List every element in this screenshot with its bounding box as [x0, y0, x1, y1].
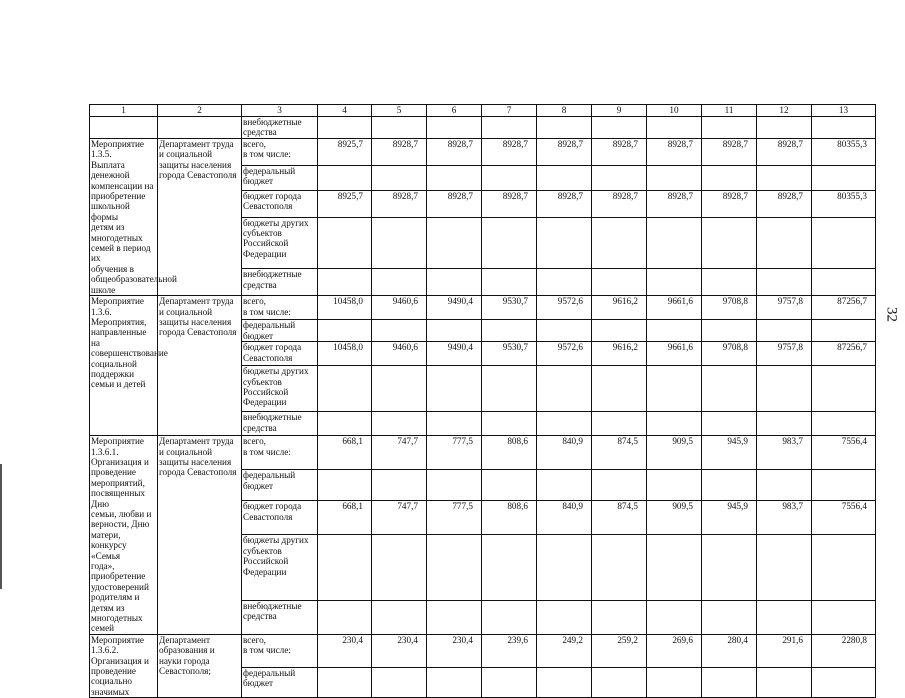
- value-cell: 668,1: [318, 501, 372, 535]
- value-cell: [812, 470, 876, 501]
- value-cell: [757, 366, 812, 412]
- value-cell: 808,6: [482, 501, 537, 535]
- value-cell: 239,6: [482, 634, 537, 667]
- value-cell: [537, 117, 592, 139]
- value-cell: [702, 217, 757, 269]
- value-cell: 777,5: [427, 501, 482, 535]
- funding-source-cell: бюджет города Севастополя: [242, 342, 318, 366]
- column-header: 3: [242, 105, 318, 117]
- value-cell: [702, 412, 757, 436]
- value-cell: 983,7: [757, 436, 812, 470]
- value-cell: 8928,7: [647, 190, 702, 217]
- value-cell: [812, 600, 876, 634]
- value-cell: [812, 412, 876, 436]
- value-cell: 8928,7: [592, 190, 647, 217]
- value-cell: [482, 165, 537, 190]
- value-cell: [427, 667, 482, 697]
- value-cell: [812, 269, 876, 296]
- value-cell: 8925,7: [318, 139, 372, 166]
- funding-source-cell: бюджеты других субъектов Российской Федерации: [242, 535, 318, 600]
- value-cell: 909,5: [647, 436, 702, 470]
- value-cell: [482, 217, 537, 269]
- value-cell: [537, 412, 592, 436]
- value-cell: 8928,7: [482, 139, 537, 166]
- value-cell: [812, 117, 876, 139]
- column-header: 1: [90, 105, 158, 117]
- value-cell: [427, 600, 482, 634]
- value-cell: [702, 269, 757, 296]
- value-cell: 747,7: [372, 501, 427, 535]
- value-cell: [427, 412, 482, 436]
- column-header: 2: [158, 105, 242, 117]
- value-cell: [757, 470, 812, 501]
- value-cell: [592, 366, 647, 412]
- value-cell: [482, 412, 537, 436]
- value-cell: 9708,8: [702, 342, 757, 366]
- value-cell: 9490,4: [427, 296, 482, 320]
- value-cell: 9661,6: [647, 342, 702, 366]
- executor-cell: Департамент труда и социальной защиты населения города Севастополя: [158, 139, 242, 296]
- value-cell: 945,9: [702, 501, 757, 535]
- event-cell: Мероприятие 1.3.6.2. Организация и проведение социально значимых: [90, 634, 158, 697]
- value-cell: [427, 366, 482, 412]
- value-cell: [592, 117, 647, 139]
- value-cell: [372, 269, 427, 296]
- value-cell: 230,4: [318, 634, 372, 667]
- funding-source-cell: всего, в том числе:: [242, 139, 318, 166]
- column-header: 7: [482, 105, 537, 117]
- value-cell: [647, 600, 702, 634]
- value-cell: [647, 667, 702, 697]
- page-number: 32: [883, 307, 900, 322]
- value-cell: 9616,2: [592, 296, 647, 320]
- executor-cell: [158, 117, 242, 139]
- funding-source-cell: федеральный бюджет: [242, 165, 318, 190]
- value-cell: 840,9: [537, 501, 592, 535]
- value-cell: 87256,7: [812, 296, 876, 320]
- funding-source-cell: федеральный бюджет: [242, 470, 318, 501]
- value-cell: 777,5: [427, 436, 482, 470]
- value-cell: [702, 535, 757, 600]
- value-cell: 983,7: [757, 501, 812, 535]
- table-row: [90, 296, 876, 320]
- column-header: 10: [647, 105, 702, 117]
- value-cell: [482, 117, 537, 139]
- value-cell: [757, 117, 812, 139]
- value-cell: [318, 366, 372, 412]
- value-cell: [372, 217, 427, 269]
- value-cell: [812, 366, 876, 412]
- value-cell: 7556,4: [812, 436, 876, 470]
- funding-source-cell: бюджеты других субъектов Российской Федерации: [242, 217, 318, 269]
- value-cell: [318, 165, 372, 190]
- value-cell: 9572,6: [537, 342, 592, 366]
- value-cell: [318, 217, 372, 269]
- value-cell: 230,4: [372, 634, 427, 667]
- value-cell: [427, 470, 482, 501]
- value-cell: [702, 165, 757, 190]
- funding-source-cell: федеральный бюджет: [242, 667, 318, 697]
- value-cell: [757, 535, 812, 600]
- value-cell: [812, 667, 876, 697]
- value-cell: 9530,7: [482, 342, 537, 366]
- value-cell: [647, 269, 702, 296]
- value-cell: 8928,7: [537, 190, 592, 217]
- value-cell: 80355,3: [812, 190, 876, 217]
- value-cell: [482, 535, 537, 600]
- value-cell: 8928,7: [372, 190, 427, 217]
- value-cell: [757, 412, 812, 436]
- value-cell: [482, 667, 537, 697]
- value-cell: [372, 117, 427, 139]
- value-cell: [372, 667, 427, 697]
- value-cell: [647, 217, 702, 269]
- value-cell: [592, 535, 647, 600]
- value-cell: [812, 217, 876, 269]
- funding-source-cell: бюджеты других субъектов Российской Федерации: [242, 366, 318, 412]
- value-cell: [647, 412, 702, 436]
- value-cell: [427, 320, 482, 342]
- column-header: 8: [537, 105, 592, 117]
- value-cell: [427, 117, 482, 139]
- value-cell: [592, 320, 647, 342]
- funding-source-cell: бюджет города Севастополя: [242, 501, 318, 535]
- value-cell: [702, 600, 757, 634]
- value-cell: [812, 535, 876, 600]
- value-cell: 9460,6: [372, 296, 427, 320]
- value-cell: 10458,0: [318, 296, 372, 320]
- value-cell: [318, 320, 372, 342]
- value-cell: [702, 117, 757, 139]
- value-cell: [482, 320, 537, 342]
- value-cell: 808,6: [482, 436, 537, 470]
- value-cell: [647, 535, 702, 600]
- value-cell: [427, 165, 482, 190]
- value-cell: [702, 470, 757, 501]
- value-cell: [318, 535, 372, 600]
- column-header: 12: [757, 105, 812, 117]
- value-cell: [372, 320, 427, 342]
- value-cell: [757, 667, 812, 697]
- value-cell: [702, 366, 757, 412]
- executor-cell: Департамент труда и социальной защиты населения города Севастополя: [158, 296, 242, 436]
- funding-source-cell: внебюджетные средства: [242, 412, 318, 436]
- value-cell: [537, 600, 592, 634]
- budget-table: [89, 104, 876, 698]
- value-cell: [592, 217, 647, 269]
- funding-source-cell: внебюджетные средства: [242, 600, 318, 634]
- value-cell: [427, 269, 482, 296]
- value-cell: [372, 366, 427, 412]
- funding-source-cell: внебюджетные средства: [242, 117, 318, 139]
- value-cell: [757, 600, 812, 634]
- value-cell: [537, 217, 592, 269]
- value-cell: [702, 320, 757, 342]
- value-cell: 8928,7: [757, 190, 812, 217]
- value-cell: 8928,7: [757, 139, 812, 166]
- value-cell: 945,9: [702, 436, 757, 470]
- column-header: 11: [702, 105, 757, 117]
- value-cell: 8928,7: [647, 139, 702, 166]
- value-cell: [647, 470, 702, 501]
- value-cell: 291,6: [757, 634, 812, 667]
- value-cell: [537, 470, 592, 501]
- value-cell: 8928,7: [372, 139, 427, 166]
- value-cell: 874,5: [592, 436, 647, 470]
- value-cell: 747,7: [372, 436, 427, 470]
- value-cell: [757, 269, 812, 296]
- value-cell: 259,2: [592, 634, 647, 667]
- value-cell: 874,5: [592, 501, 647, 535]
- value-cell: [372, 600, 427, 634]
- value-cell: [318, 117, 372, 139]
- value-cell: [812, 320, 876, 342]
- value-cell: 8928,7: [702, 139, 757, 166]
- value-cell: 9757,8: [757, 296, 812, 320]
- value-cell: 9572,6: [537, 296, 592, 320]
- funding-source-cell: всего, в том числе:: [242, 436, 318, 470]
- value-cell: 9616,2: [592, 342, 647, 366]
- value-cell: [318, 600, 372, 634]
- column-header: 5: [372, 105, 427, 117]
- value-cell: [647, 165, 702, 190]
- value-cell: [318, 470, 372, 501]
- scan-edge-mark: [0, 464, 2, 589]
- value-cell: 10458,0: [318, 342, 372, 366]
- table-row: [90, 634, 876, 667]
- executor-cell: Департамент образования и науки города Севастополя;: [158, 634, 242, 697]
- value-cell: 9661,6: [647, 296, 702, 320]
- value-cell: 230,4: [427, 634, 482, 667]
- value-cell: [592, 600, 647, 634]
- value-cell: [702, 667, 757, 697]
- value-cell: [592, 412, 647, 436]
- value-cell: [592, 165, 647, 190]
- executor-cell: Департамент труда и социальной защиты населения города Севастополя: [158, 436, 242, 635]
- value-cell: [537, 366, 592, 412]
- value-cell: [318, 269, 372, 296]
- value-cell: [372, 165, 427, 190]
- value-cell: 87256,7: [812, 342, 876, 366]
- value-cell: [482, 366, 537, 412]
- value-cell: 909,5: [647, 501, 702, 535]
- value-cell: [757, 217, 812, 269]
- column-header: 6: [427, 105, 482, 117]
- funding-source-cell: всего, в том числе:: [242, 634, 318, 667]
- value-cell: [318, 412, 372, 436]
- column-header: 13: [812, 105, 876, 117]
- value-cell: 840,9: [537, 436, 592, 470]
- value-cell: 9708,8: [702, 296, 757, 320]
- header-row: [90, 105, 876, 117]
- value-cell: 8928,7: [427, 139, 482, 166]
- column-header: 9: [592, 105, 647, 117]
- value-cell: [537, 269, 592, 296]
- value-cell: [482, 269, 537, 296]
- funding-source-cell: внебюджетные средства: [242, 269, 318, 296]
- value-cell: 80355,3: [812, 139, 876, 166]
- value-cell: [812, 165, 876, 190]
- funding-source-cell: бюджет города Севастополя: [242, 190, 318, 217]
- value-cell: [757, 320, 812, 342]
- value-cell: 9460,6: [372, 342, 427, 366]
- value-cell: [592, 470, 647, 501]
- value-cell: 269,6: [647, 634, 702, 667]
- value-cell: 8928,7: [427, 190, 482, 217]
- value-cell: 9490,4: [427, 342, 482, 366]
- event-cell: Мероприятие 1.3.5. Выплата денежной компенсации на приобретение школьной формы детям из многодетных семей в период их обучения в общеобразовательной школе: [91, 139, 177, 295]
- value-cell: 8928,7: [537, 139, 592, 166]
- value-cell: [647, 320, 702, 342]
- table-row: [90, 117, 876, 139]
- value-cell: [372, 412, 427, 436]
- value-cell: 2280,8: [812, 634, 876, 667]
- event-cell: Мероприятие 1.3.6. Мероприятия, направленные на совершенствование социальной поддержки семьи и детей: [90, 296, 158, 436]
- value-cell: 7556,4: [812, 501, 876, 535]
- value-cell: 9757,8: [757, 342, 812, 366]
- value-cell: [757, 165, 812, 190]
- event-cell: Мероприятие 1.3.6.1. Организация и проведение мероприятий, посвященных Дню семьи, любви и верности, Дню матери, конкурсу «Семья года», приобретение удостоверений родителям и детям из многодетных семей: [90, 436, 158, 635]
- value-cell: [372, 535, 427, 600]
- value-cell: 8925,7: [318, 190, 372, 217]
- table-row: [90, 139, 876, 166]
- value-cell: 249,2: [537, 634, 592, 667]
- table-row: [90, 436, 876, 470]
- value-cell: [537, 320, 592, 342]
- value-cell: [427, 535, 482, 600]
- value-cell: 8928,7: [482, 190, 537, 217]
- value-cell: [537, 165, 592, 190]
- value-cell: [592, 269, 647, 296]
- value-cell: [427, 217, 482, 269]
- value-cell: [482, 470, 537, 501]
- value-cell: 8928,7: [702, 190, 757, 217]
- value-cell: 280,4: [702, 634, 757, 667]
- value-cell: [647, 117, 702, 139]
- value-cell: [318, 667, 372, 697]
- column-header: 4: [318, 105, 372, 117]
- value-cell: 668,1: [318, 436, 372, 470]
- value-cell: 9530,7: [482, 296, 537, 320]
- value-cell: [372, 470, 427, 501]
- value-cell: [537, 667, 592, 697]
- value-cell: [647, 366, 702, 412]
- value-cell: 8928,7: [592, 139, 647, 166]
- value-cell: [482, 600, 537, 634]
- funding-source-cell: всего, в том числе:: [242, 296, 318, 320]
- value-cell: [537, 535, 592, 600]
- funding-source-cell: федеральный бюджет: [242, 320, 318, 342]
- event-cell: [90, 117, 158, 139]
- value-cell: [592, 667, 647, 697]
